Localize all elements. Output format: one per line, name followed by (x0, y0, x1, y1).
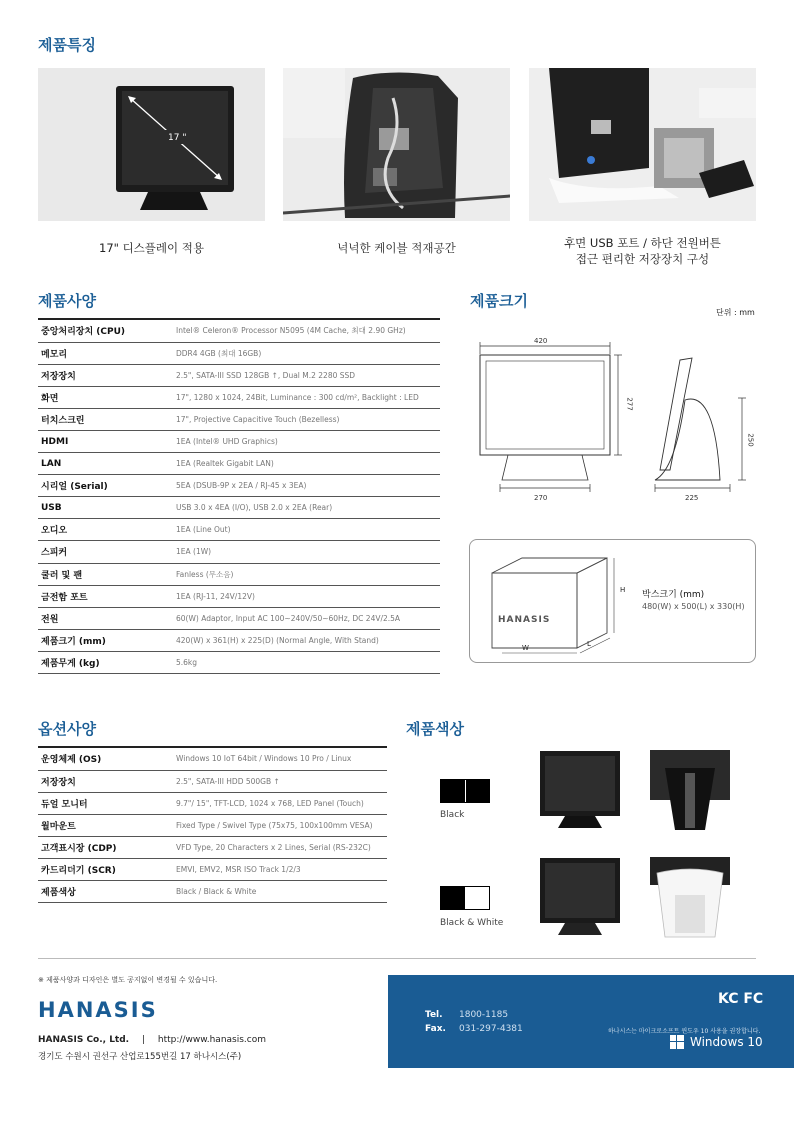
feature-caption-rear-line1: 후면 USB 포트 / 하단 전원버튼 (564, 236, 721, 250)
table-row (38, 651, 440, 673)
row-value: 420(W) x 361(H) x 225(D) (Normal Angle, With Stand) (173, 629, 440, 651)
row-key: 시리얼 (Serial) (38, 475, 173, 497)
dim-base-270: 270 (534, 494, 548, 502)
row-value: 17", 1280 x 1024, 24Bit, Luminance : 300 cd/m², Backlight : LED (173, 386, 440, 408)
row-value: 1EA (1W) (173, 541, 440, 563)
rear-port-image (529, 68, 756, 221)
row-value: VFD Type, 20 Characters x 2 Lines, Serial (RS-232C) (173, 836, 387, 858)
fax-label: Fax. (425, 1024, 446, 1034)
features-title: 제품특징 (38, 36, 96, 54)
row-value: Black / Black & White (173, 881, 387, 903)
cable-storage-image (283, 68, 510, 221)
row-value: 2.5", SATA-III HDD 500GB ↑ (173, 770, 387, 792)
options-title: 옵션사양 (38, 720, 96, 738)
swatch-black-right (466, 780, 490, 802)
colors-title: 제품색상 (406, 720, 464, 738)
feature-photo-cable (283, 68, 510, 221)
table-row (38, 858, 387, 880)
row-key: 전원 (38, 607, 173, 629)
row-value: 17", Projective Capacitive Touch (Bezelless) (173, 408, 440, 430)
row-key: 중앙처리장치 (CPU) (38, 320, 173, 342)
row-key: 금전함 포트 (38, 585, 173, 607)
box-size-value: 480(W) x 500(L) x 330(H) (642, 602, 745, 611)
box-size-panel (469, 539, 756, 663)
table-row (38, 364, 440, 386)
box-h-label: H (620, 586, 626, 594)
row-value: Fanless (무소음) (173, 563, 440, 585)
feature-photo-display (38, 68, 265, 221)
monitor-front-image (38, 68, 265, 221)
cert-logos: KC FC (718, 991, 764, 1007)
color-label-black-white: Black & White (440, 918, 504, 928)
dim-height-250: 250 (746, 433, 755, 447)
box-l-label: L (587, 640, 591, 648)
spec-title: 제품사양 (38, 292, 96, 310)
footer-notice: ※ 제품사양과 디자인은 별도 공지없이 변경될 수 있습니다. (38, 976, 218, 984)
row-key: LAN (38, 453, 173, 475)
box-size-title: 박스크기 (mm) (642, 590, 705, 600)
table-row (38, 386, 440, 408)
table-row (38, 629, 440, 651)
table-row (38, 453, 440, 475)
table-row (38, 836, 387, 858)
windows-label: Windows 10 (690, 1035, 763, 1049)
fax-value: 031-297-4381 (459, 1024, 523, 1034)
row-value: 1EA (Intel® UHD Graphics) (173, 430, 440, 452)
table-row (38, 430, 440, 452)
table-row (38, 814, 387, 836)
footer-divider (38, 958, 756, 959)
row-value: 1EA (Line Out) (173, 519, 440, 541)
table-row (38, 342, 440, 364)
footer-separator: | (141, 1035, 146, 1045)
windows-badge (670, 1035, 763, 1049)
row-key: 제품무게 (kg) (38, 651, 173, 673)
tel-value: 1800-1185 (459, 1010, 509, 1020)
box-w-label: W (522, 644, 529, 652)
feature-caption-rear-line2: 접근 편리한 저장장치 구성 (575, 252, 710, 266)
footer-url[interactable]: http://www.hanasis.com (157, 1035, 266, 1045)
dim-height-277: 277 (625, 397, 634, 411)
dimension-drawing (470, 330, 760, 510)
row-value: USB 3.0 x 4EA (I/O), USB 2.0 x 2EA (Rear) (173, 497, 440, 519)
dim-width-420: 420 (534, 337, 548, 345)
feature-photo-rear (529, 68, 756, 221)
row-value: 5.6kg (173, 651, 440, 673)
row-value: DDR4 4GB (최대 16GB) (173, 342, 440, 364)
table-row (38, 320, 440, 342)
size-title: 제품크기 (470, 292, 528, 310)
box-drawing (482, 548, 642, 658)
row-key: 스피커 (38, 541, 173, 563)
row-value: 9.7"/ 15", TFT-LCD, 1024 x 768, LED Panel (Touch) (173, 792, 387, 814)
size-unit: 단위 : mm (716, 308, 755, 317)
table-row (38, 881, 387, 903)
row-key: 메모리 (38, 342, 173, 364)
color-label-black: Black (440, 810, 465, 820)
table-row (38, 585, 440, 607)
row-key: 오디오 (38, 519, 173, 541)
row-value: 2.5", SATA-III SSD 128GB ↑, Dual M.2 2280 SSD (173, 364, 440, 386)
row-key: 월마운트 (38, 814, 173, 836)
table-row (38, 563, 440, 585)
bw-front-image (530, 855, 630, 940)
row-value: 5EA (DSUB-9P x 2EA / RJ-45 x 3EA) (173, 475, 440, 497)
box-brand: HANASIS (498, 615, 551, 625)
swatch-bw-left (441, 887, 465, 909)
row-key: 고객표시장 (CDP) (38, 836, 173, 858)
footer-company-line (38, 1035, 266, 1045)
feature-caption-display: 17" 디스플레이 적용 (99, 241, 204, 255)
swatch-bw-right (465, 887, 489, 909)
table-row (38, 770, 387, 792)
row-key: 카드리더기 (SCR) (38, 858, 173, 880)
table-row (38, 607, 440, 629)
table-row (38, 519, 440, 541)
row-value: Intel® Celeron® Processor N5095 (4M Cache, 최대 2.90 GHz) (173, 320, 440, 342)
dim-depth-225: 225 (685, 494, 699, 502)
spec-table (38, 320, 440, 674)
row-key: 저장장치 (38, 364, 173, 386)
row-value: 1EA (RJ-11, 24V/12V) (173, 585, 440, 607)
row-key: 제품색상 (38, 881, 173, 903)
feature-caption-cable: 넉넉한 케이블 적재공간 (337, 241, 456, 255)
windows-note: 하나시스는 마이크로소프트 윈도우 10 사용을 권장합니다. (608, 1028, 761, 1035)
swatch-black-left (441, 780, 466, 802)
tel-label: Tel. (425, 1010, 443, 1020)
footer-brand-logo: HANASIS (38, 998, 158, 1022)
row-value: Windows 10 IoT 64bit / Windows 10 Pro / Linux (173, 748, 387, 770)
footer-address: 경기도 수원시 권선구 산업로155번길 17 하나시스(주) (38, 1052, 242, 1062)
row-value: 60(W) Adaptor, Input AC 100~240V/50~60Hz, DC 24V/2.5A (173, 607, 440, 629)
table-row (38, 497, 440, 519)
row-key: 저장장치 (38, 770, 173, 792)
footer-contact-panel (388, 975, 794, 1068)
options-table (38, 748, 387, 903)
black-rear-image (645, 748, 735, 833)
row-key: 듀얼 모니터 (38, 792, 173, 814)
row-key: USB (38, 497, 173, 519)
footer-company: HANASIS Co., Ltd. (38, 1035, 130, 1045)
row-key: 화면 (38, 386, 173, 408)
table-row (38, 792, 387, 814)
swatch-black (440, 779, 490, 803)
row-value: EMVI, EMV2, MSR ISO Track 1/2/3 (173, 858, 387, 880)
table-row (38, 475, 440, 497)
row-key: HDMI (38, 430, 173, 452)
windows-logo-icon (670, 1035, 684, 1049)
black-front-image (530, 748, 630, 833)
bw-rear-image (645, 855, 735, 940)
swatch-black-white (440, 886, 490, 910)
table-row (38, 541, 440, 563)
table-row (38, 748, 387, 770)
row-key: 제품크기 (mm) (38, 629, 173, 651)
row-value: 1EA (Realtek Gigabit LAN) (173, 453, 440, 475)
row-key: 터치스크린 (38, 408, 173, 430)
display-size-badge: 17 " (168, 133, 187, 143)
row-key: 쿨러 및 팬 (38, 563, 173, 585)
row-key: 운영체제 (OS) (38, 748, 173, 770)
table-row (38, 408, 440, 430)
row-value: Fixed Type / Swivel Type (75x75, 100x100mm VESA) (173, 814, 387, 836)
